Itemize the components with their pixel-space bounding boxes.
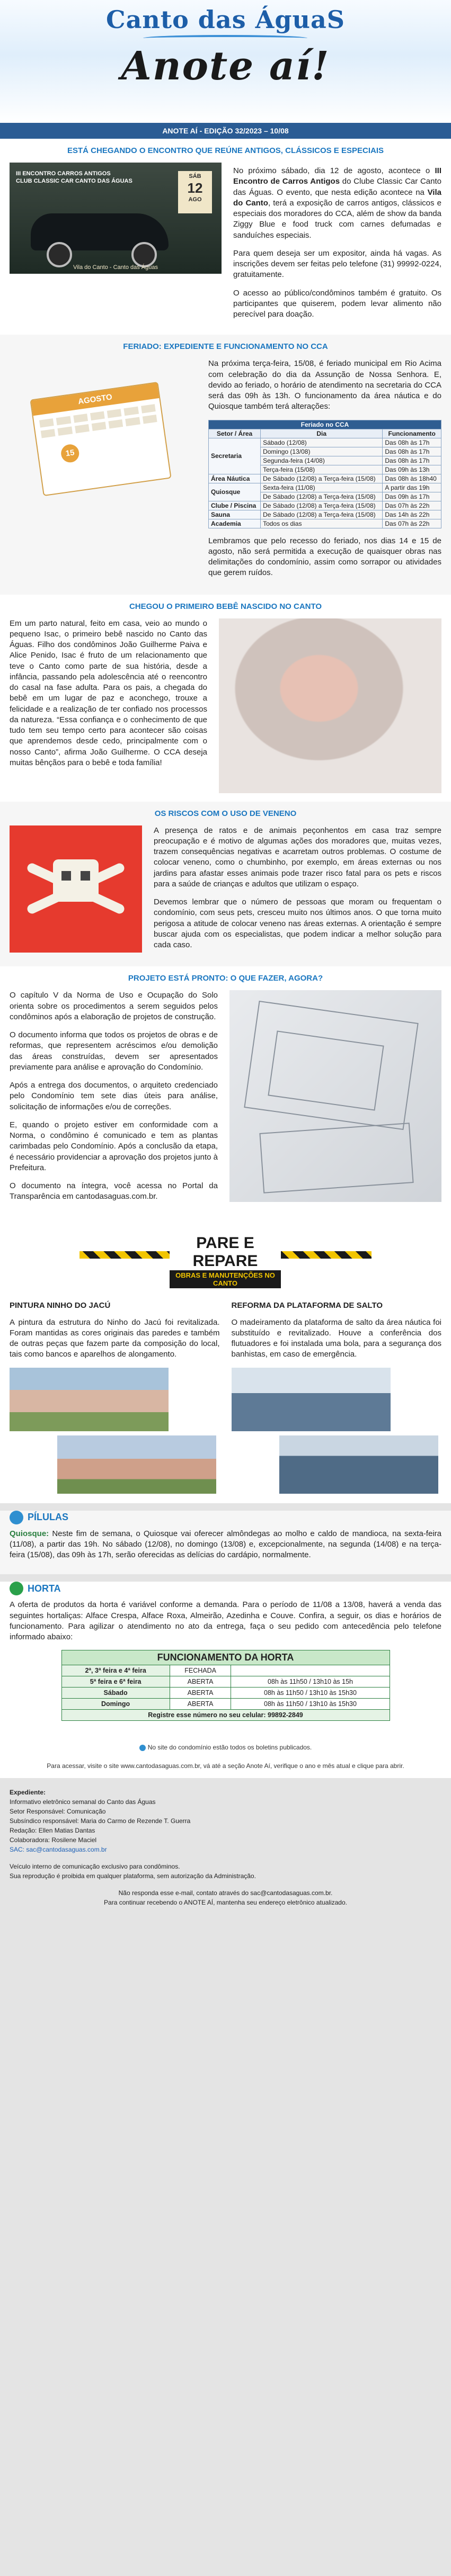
s5-paragraph-5: O documento na íntegra, você acessa no Portal da Transparência em cantodasaguas.com.br. xyxy=(10,1181,218,1201)
horta-day: 5ª feira e 6ª feira xyxy=(61,1676,170,1688)
pare-repare-banner xyxy=(0,1219,451,1294)
table-cell: De Sábado (12/08) a Terça-feira (15/08) xyxy=(261,492,383,501)
horta-hours: 08h às 11h50 / 13h10 às 15h30 xyxy=(231,1688,390,1699)
horta-status: ABERTA xyxy=(170,1676,231,1688)
s2-paragraph-2: Lembramos que pelo recesso do feriado, nos dias 14 e 15 de agosto, não será permitida a execução de quaisquer obras nas delimitações do condomínio, assim como sorrapor ou atividades que gerem ruídos. xyxy=(208,536,441,578)
calendar-illustration xyxy=(10,358,197,517)
section-primeiro-bebe xyxy=(0,595,451,802)
table-cell: Das 09h às 17h xyxy=(383,492,441,501)
horta-status: FECHADA xyxy=(170,1665,231,1676)
pilulas-paragraph: Quiosque: Neste fim de semana, o Quiosque vai oferecer almôndegas ao molho e caldo de mandioca, na sexta-feira (11/08), a partir das 19h. No sábado (12/08), no domingo (13/08) e, excepcionalmente, na segunda (14/08) e na terça-feira (15/08), das 09h às 17h, serão oferecidas as delícias do cardápio, normalmente. xyxy=(10,1529,441,1559)
table-cell: De Sábado (12/08) a Terça-feira (15/08) xyxy=(261,510,383,519)
table-cell: Das 09h às 13h xyxy=(383,465,441,474)
table-cell: Sábado (12/08) xyxy=(261,438,383,447)
expediente-line: Sua reprodução é proibida em qualquer plataforma, sem autorização da Administração. xyxy=(10,1872,256,1880)
table-cell: Das 07h às 22h xyxy=(383,519,441,528)
s4-paragraph-1: A presença de ratos e de animais peçonhentos em casa traz sempre preocupação e é motivo de algumas ações dos moradores que, muitas vezes, trazem consequências negativas e acarretam outros problemas. O costume de colocar veneno, como o chumbinho, por exemplo, em áreas externas ou nos jardins para afastar esses animais pode trazer risco fatal para os pets e riscos para a saúde de crianças e adultos que utilizam o espaço. xyxy=(154,825,441,888)
table-row-label: Quiosque xyxy=(209,483,261,501)
horta-status: ABERTA xyxy=(170,1699,231,1710)
obra-ninho-jacu xyxy=(10,1294,220,1494)
section-title: ESTÁ CHEGANDO O ENCONTRO QUE REÚNE ANTIGOS, CLÁSSICOS E ESPECIAIS xyxy=(67,146,384,155)
horta-hours xyxy=(231,1665,390,1676)
horta-status: ABERTA xyxy=(170,1688,231,1699)
note-line-2: Para acessar, visite o site www.cantodasaguas.com.br, vá até a seção Anote Aí, verifique o ano e mês atual e clique para abrir. xyxy=(47,1762,404,1770)
s3-paragraph-1: Em um parto natural, feito em casa, veio ao mundo o pequeno Isac, o primeiro bebê nascido no Canto das Águas. Filho dos condôminos João Guilherme Paiva e Alice Penido, Isac é fruto de um relacionamento que teve o Canto como parte de sua história, desde a infância, passando pela adolescência até o reencontro do casal na fase adulta. Para os pais, a chegada do bebê em um lugar de paz e aconchego, trouxe a felicidade e a realização de ter confiado nos processos da natureza. “Essa confiança e o conhecimento de que tudo tem seu tempo certo para acontecer são coisas que aprendemos desde cedo, principalmente com o nosso Canto”, afirma João Guilherme. O CCA deseja muitas bênçãos para o bebê e toda família! xyxy=(10,618,207,767)
poster-day: 12 xyxy=(187,180,203,196)
section-title: PROJETO ESTÁ PRONTO: O QUE FAZER, AGORA? xyxy=(128,974,323,983)
section-title: OS RISCOS COM O USO DE VENENO xyxy=(154,809,297,818)
obra-description: A pintura da estrutura do Ninho do Jacú foi revitalizada. Foram mantidas as cores originais das paredes e também de outras peças que fazem parte da composição do local, tais como bancos e aparelhos de alongamento. xyxy=(10,1317,220,1359)
table-cell: Terça-feira (15/08) xyxy=(261,465,383,474)
horta-paragraph: A oferta de produtos da horta é variável conforme a demanda. Para o período de 11/08 a 13/08, haverá a venda das seguintes hortaliças: Alface Crespa, Alface Roxa, Almeirão, Azedinha e Couve. Confira, a seguir, os dias e horários de funcionamento. Para agilizar o atendimento no ato da entrega, faça o seu pedido com antecedência pelo telefone informado abaixo: xyxy=(10,1600,441,1641)
table-cell: De Sábado (12/08) a Terça-feira (15/08) xyxy=(261,501,383,510)
section-horta xyxy=(0,1582,451,1734)
horta-day: Domingo xyxy=(61,1699,170,1710)
s5-paragraph-3: Após a entrega dos documentos, o arquiteto credenciado pelo Condomínio tem sete dias úteis para análise, solicitação de informações e/ou de correções. xyxy=(10,1081,218,1111)
wave-decoration xyxy=(143,35,307,41)
section-projeto xyxy=(0,966,451,1219)
obra-plataforma-salto xyxy=(232,1294,442,1494)
poster-month: AGO xyxy=(188,196,202,203)
table-header: Funcionamento xyxy=(383,429,441,438)
ninho-jacu-photo-2 xyxy=(57,1435,216,1494)
obras-section xyxy=(0,1294,451,1503)
horta-hours: 08h às 11h50 / 13h10 às 15h xyxy=(231,1676,390,1688)
expediente xyxy=(0,1778,451,1917)
table-row-label: Academia xyxy=(209,519,261,528)
poster-line-1: III ENCONTRO CARROS ANTIGOS xyxy=(16,170,111,177)
table-cell: Sexta-feira (11/08) xyxy=(261,483,383,492)
section-title: FERIADO: EXPEDIENTE E FUNCIONAMENTO NO CCA xyxy=(123,342,328,352)
table-cell: Das 08h às 17h xyxy=(383,456,441,465)
s1-paragraph-1: No próximo sábado, dia 12 de agosto, acontece o III Encontro de Carros Antigos do Clube Classic Car Canto das Águas. O evento, que nesta edição acontece na Vila do Canto, terá a exposição de carros antigos, clássicos e especiais dos moradores do CCA, além de show da banda Ziggy Blue e food truck com carnes defumadas e sanduíches especiais. xyxy=(233,166,441,240)
horta-heading: HORTA xyxy=(10,1582,441,1595)
pare-subtitle: OBRAS E MANUTENÇÕES NO CANTO xyxy=(170,1270,281,1288)
table-cell: Segunda-feira (14/08) xyxy=(261,456,383,465)
pare-title: PARE E REPARE xyxy=(192,1234,258,1270)
section-veneno xyxy=(0,802,451,967)
s5-paragraph-1: O capítulo V da Norma de Uso e Ocupação do Solo orienta sobre os procedimentos a serem seguidos pelos condôminos após a elaboração de projetos de construção. xyxy=(10,991,218,1021)
section-title: CHEGOU O PRIMEIRO BEBÊ NASCIDO NO CANTO xyxy=(129,602,322,611)
header-banner xyxy=(0,0,451,123)
table-cell: De Sábado (12/08) a Terça-feira (15/08) xyxy=(261,474,383,483)
horta-day: 2ª, 3ª feira e 4ª feira xyxy=(61,1665,170,1676)
car-event-poster xyxy=(10,163,222,274)
s4-paragraph-2: Devemos lembrar que o número de pessoas que moram ou frequentam o condomínio, com seus pets, cresceu muito nos últimos anos. O que torna muito perigosa a atitude de colocar veneno nas áreas externas. A orientação é sempre buscar ajuda com os especialistas, que podem indicar a melhor solução para cada caso. xyxy=(154,897,441,949)
expediente-line: Não responda esse e-mail, contato através do sac@cantodasaguas.com.br. xyxy=(118,1889,333,1897)
expediente-line: Informativo eletrônico semanal do Canto das Águas xyxy=(10,1798,156,1806)
horta-day: Sábado xyxy=(61,1688,170,1699)
section-carros-antigos xyxy=(0,139,451,335)
expediente-line: Veículo interno de comunicação exclusivo para condôminos. xyxy=(10,1862,180,1870)
table-cell: Das 08h às 18h40 xyxy=(383,474,441,483)
table-cell: Das 07h às 22h xyxy=(383,501,441,510)
table-row-label: Sauna xyxy=(209,510,261,519)
plataforma-photo-1 xyxy=(232,1368,391,1431)
pilulas-heading: PÍLULAS xyxy=(10,1511,441,1524)
calendar-day-circle: 15 xyxy=(60,443,80,463)
ninho-jacu-photo-1 xyxy=(10,1368,169,1431)
s1-paragraph-2: Para quem deseja ser um expositor, ainda há vagas. As inscrições devem ser feitas pelo telefone (31) 99992-0224, gratuitamente. xyxy=(233,248,441,280)
table-row-label: Clube / Piscina xyxy=(209,501,261,510)
table-header: Setor / Área xyxy=(209,429,261,438)
table-cell: A partir das 19h xyxy=(383,483,441,492)
note-line-1: No site do condomínio estão todos os boletins publicados. xyxy=(10,1743,441,1752)
section-feriado xyxy=(0,335,451,594)
calendar-month: AGOSTO xyxy=(31,383,160,416)
expediente-line: Colaboradora: Rosilene Maciel xyxy=(10,1836,97,1844)
brand-logo: Canto das ÁguaS xyxy=(105,5,345,34)
table-caption: Feriado no CCA xyxy=(209,420,441,429)
s2-paragraph-1: Na próxima terça-feira, 15/08, é feriado municipal em Rio Acima com celebração do dia da Assunção de Nossa Senhora. E, devido ao feriado, o horário de atendimento na secretaria do CCA será das 09h às 13h. O funcionamento da área náutica e do Quiosque também terá alterações: xyxy=(208,359,441,411)
baby-photo xyxy=(219,618,441,793)
horta-phone: Registre esse número no seu celular: 99892-2849 xyxy=(61,1710,390,1721)
blueprint-photo xyxy=(229,990,441,1202)
newsletter-title: Anote aí! xyxy=(121,43,330,89)
section-pilulas xyxy=(0,1511,451,1575)
info-icon xyxy=(139,1745,146,1751)
leaf-icon xyxy=(10,1582,23,1595)
table-cell: Domingo (13/08) xyxy=(261,447,383,456)
expediente-sac[interactable]: SAC: sac@cantodasaguas.com.br xyxy=(10,1845,107,1853)
s1-paragraph-3: O acesso ao público/condôminos também é gratuito. Os participantes que quiserem, podem levar alimento não perecível para doação. xyxy=(233,288,441,319)
pill-icon xyxy=(10,1511,23,1524)
feriado-table xyxy=(208,420,441,528)
edition-bar: ANOTE AÍ - EDIÇÃO 32/2023 – 10/08 xyxy=(0,123,451,139)
obra-title: REFORMA DA PLATAFORMA DE SALTO xyxy=(231,1300,383,1310)
skull-crossbones-image xyxy=(10,825,142,953)
table-cell: Das 08h às 17h xyxy=(383,438,441,447)
pare-sign xyxy=(170,1231,281,1291)
s5-paragraph-4: E, quando o projeto estiver em conformidade com a Norma, o condômino é comunicado e tem as plantas carimbadas pelo Condomínio. Após a conclusão da etapa, é necessário providenciar a aprovação dos projetos junto à Prefeitura. xyxy=(10,1120,218,1172)
s5-paragraph-2: O documento informa que todos os projetos de obras e de reformas, que representem acréscimos e/ou demolição das áreas construídas, devem ser apresentados previamente para análise e aprovação do Condomínio. xyxy=(10,1030,218,1072)
horta-table xyxy=(61,1650,390,1721)
plataforma-photo-2 xyxy=(279,1435,438,1494)
poster-weekday: SÁB xyxy=(189,173,201,179)
table-cell: Das 08h às 17h xyxy=(383,447,441,456)
horta-hours: 08h às 11h50 / 13h10 às 15h30 xyxy=(231,1699,390,1710)
table-header: Dia xyxy=(261,429,383,438)
footer-notes xyxy=(0,1734,451,1778)
table-row-label: Secretaria xyxy=(209,438,261,474)
expediente-line: Setor Responsável: Comunicação xyxy=(10,1807,106,1815)
expediente-title: Expediente: xyxy=(10,1788,46,1796)
obra-title: PINTURA NINHO DO JACÚ xyxy=(10,1300,111,1310)
table-cell: Das 14h às 22h xyxy=(383,510,441,519)
poster-line-2: CLUB CLASSIC CAR CANTO DAS ÁGUAS xyxy=(16,178,132,185)
expediente-line: Subsíndico responsável: Maria do Carmo de Rezende T. Guerra xyxy=(10,1817,191,1825)
horta-table-title: FUNCIONAMENTO DA HORTA xyxy=(61,1650,390,1665)
table-row-label: Área Náutica xyxy=(209,474,261,483)
poster-location: Vila do Canto - Canto das Águas xyxy=(73,264,158,271)
expediente-line: Para continuar recebendo o ANOTE AÍ, mantenha seu endereço eletrônico atualizado. xyxy=(104,1898,347,1906)
table-cell: Todos os dias xyxy=(261,519,383,528)
expediente-line: Redação: Ellen Matias Dantas xyxy=(10,1826,95,1834)
obra-description: O madeiramento da plataforma de salto da área náutica foi substituído e revitalizado. Houve a conferência dos flutuadores e foi instalada uma bola, para a segurança dos banhistas, em caso de emergência. xyxy=(231,1317,441,1359)
